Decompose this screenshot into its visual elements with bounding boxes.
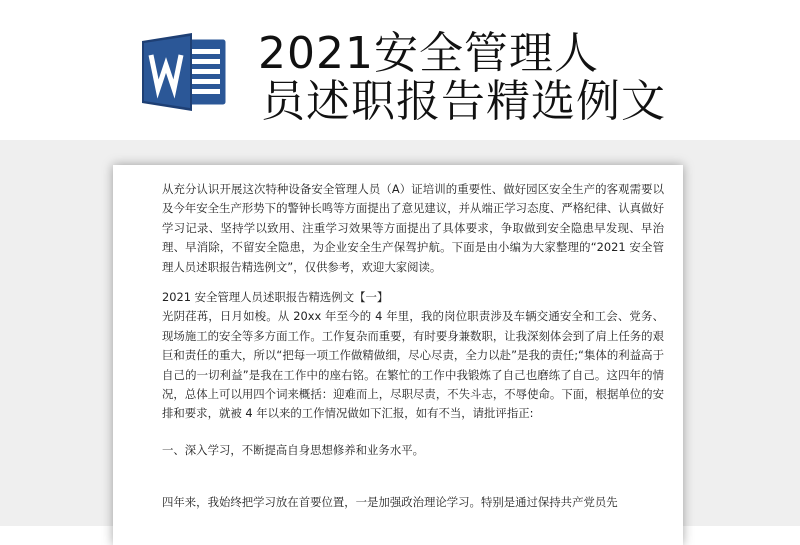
heading-1: 一、深入学习，不断提高自身思想修养和业务水平。 [162, 442, 424, 457]
header [0, 0, 800, 140]
title-line-2: 员述职报告精选例文 [261, 76, 666, 127]
body-paragraph-2: 四年来，我始终把学习放在首要位置，一是加强政治理论学习。特别是通过保持共产党员先 [162, 495, 618, 510]
word-document-icon [142, 33, 230, 111]
section-title: 2021 安全管理人员述职报告精选例文【一】 [162, 290, 389, 305]
document-body [162, 180, 664, 513]
body-paragraph-1: 光阴荏苒，日月如梭。从 20xx 年至今的 4 年里，我的岗位职责涉及车辆交通安全和工会、党务、现场施工的安全等多方面工作。工作复杂而重要，有时要身兼数职，让我深刻体会到了肩上任务的艰巨和责任的重大，所以“把每一项工作做精做细，尽心尽责，全力以赴”是我的责任;“集体的利益高于自己的一切利益”是我在工作中的座右铭。在繁忙的工作中我锻炼了自己也磨练了自己。这四年的情况，总体上可以用四个词来概括：迎难而上，尽职尽责，不失斗志，不辱使命。下面，根据单位的安排和要求，就被 4 年以来的工作情况做如下汇报，如有不当，请批评指正: [162, 309, 664, 421]
title-line-1: 2021安全管理人 [258, 28, 599, 79]
intro-paragraph: 从充分认识开展这次特种设备安全管理人员（A）证培训的重要性、做好园区安全生产的客观需要以及今年安全生产形势下的警钟长鸣等方面提出了意见建议，并从端正学习态度、严格纪律、认真做好学习记录、坚持学以致用、注重学习效果等方面提出了具体要求，争取做到安全隐患早发现、早治理、早消除，不留安全隐患，为企业安全生产保驾护航。下面是由小编为大家整理的“2021 安全管理人员述职报告精选例文”，仅供参考，欢迎大家阅读。 [162, 182, 664, 274]
page-title [258, 30, 778, 126]
